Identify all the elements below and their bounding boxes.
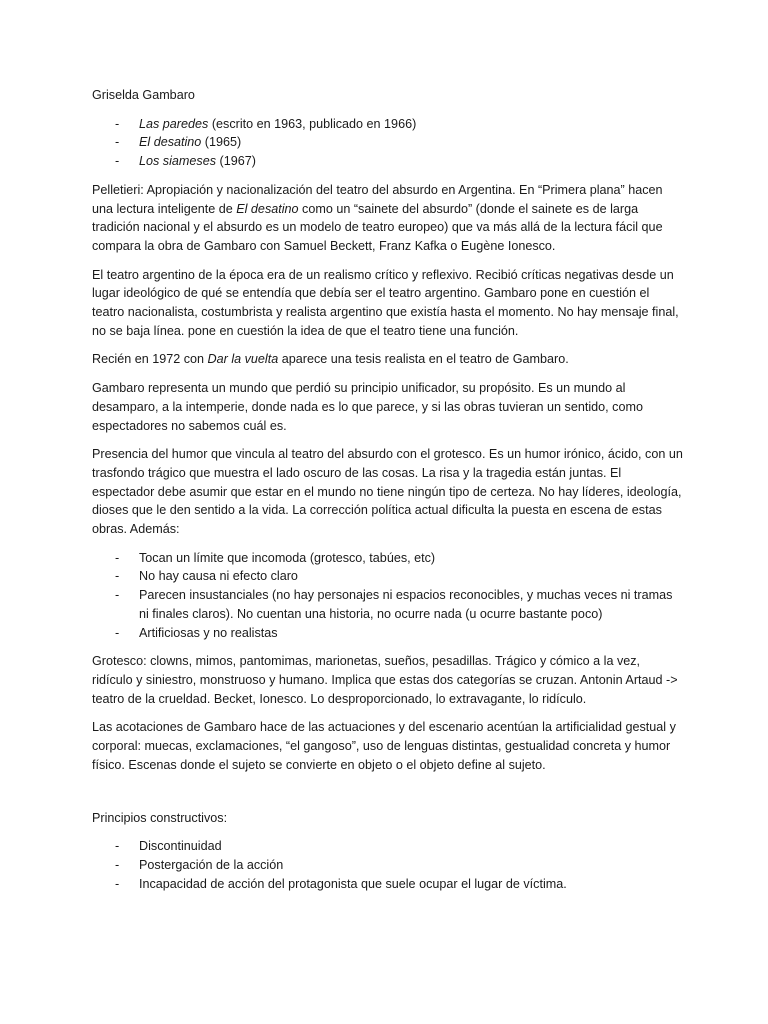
work-title: Dar la vuelta <box>207 352 279 367</box>
dash-bullet: - <box>115 857 120 872</box>
dash-bullet: - <box>115 839 120 854</box>
list-item <box>92 133 684 152</box>
paragraph-acotaciones: Las acotaciones de Gambaro hace de las actuaciones y del escenario acentúan la artificialidad gestual y corporal: muecas, exclamaciones, “el gangoso”, uso de lenguas distintas, gestualidad concreta y humor físico. Escenas donde el sujeto se convierte en objeto o el objeto define al sujeto. <box>92 720 676 772</box>
dash-bullet: - <box>115 569 120 584</box>
list-item-text: No hay causa ni efecto claro <box>139 569 298 584</box>
list-item-text: Discontinuidad <box>139 839 222 854</box>
list-item <box>92 586 684 623</box>
list-item <box>92 875 684 894</box>
work-title: El desatino <box>139 135 202 150</box>
work-detail: (1965) <box>201 135 242 150</box>
paragraph-grotesco: Grotesco: clowns, mimos, pantomimas, marionetas, sueños, pesadillas. Trágico y cómico a la vez, ridículo y siniestro, monstruoso y humano. Implica que estas dos categorías se cruzan. Antonin Artaud -> teatro de la crueldad. Becket, Ionesco. Lo desproporcionado, lo extravagante, lo ridículo. <box>92 654 678 706</box>
list-item <box>92 837 684 856</box>
section-heading-principios: Principios constructivos: <box>92 810 228 825</box>
list-item <box>92 856 684 875</box>
blank-line <box>92 785 684 809</box>
paragraph-humor: Presencia del humor que vincula al teatro del absurdo con el grotesco. Es un humor irónico, ácido, con un trasfondo trágico que muestra el lado oscuro de las cosas. La risa y la tragedia están juntas. El espectador debe asumir que estar en el mundo no tiene ningún tipo de certeza. No hay líderes, ideología, dioses que le den sentido a la vida. La corrección política actual dificulta la puesta en escena de estas obras. Además: <box>92 447 683 537</box>
paragraph-mundo: Gambaro representa un mundo que perdió su principio unificador, su propósito. Es un mundo al desamparo, a la intemperie, donde nada es lo que parece, y si las obras tuvieran un sentido, como espectadores no sabemos cuál es. <box>92 381 643 433</box>
works-list <box>92 115 684 171</box>
paragraph-dar-la-vuelta <box>92 350 684 369</box>
paragraph-pelletieri <box>92 181 684 256</box>
dash-bullet: - <box>115 550 120 565</box>
list-item-text: Tocan un límite que incomoda (grotesco, tabúes, etc) <box>139 550 436 565</box>
paragraph-text: como un “sainete del absurdo” (donde el sainete es de larga tradición nacional y el absurdo es un modelo de teatro europeo) que va más allá de la lectura fácil que compara la obra de Gambaro con Samuel Beckett, Franz Kafka o Eugène Ionesco. <box>92 201 663 253</box>
paragraph-text: aparece una tesis realista en el teatro de Gambaro. <box>278 352 569 367</box>
list-item-text: Artificiosas y no realistas <box>139 625 278 640</box>
dash-bullet: - <box>115 116 120 131</box>
work-title: Los siameses <box>139 154 216 169</box>
list-item-text: Parecen insustanciales (no hay personajes ni espacios reconocibles, y muchas veces ni tramas ni finales claros). No cuentan una historia, no ocurre nada (u ocurre bastante poco) <box>139 588 673 621</box>
dash-bullet: - <box>115 588 120 603</box>
list-item <box>92 115 684 134</box>
paragraph-text: Pelletieri: Apropiación y nacionalización del teatro del absurdo en Argentina. En “Primera plana” hacen una lectura inteligente de <box>92 182 663 216</box>
list-item <box>92 624 684 643</box>
list-item <box>92 567 684 586</box>
work-detail: (escrito en 1963, publicado en 1966) <box>208 116 417 131</box>
principles-list <box>92 837 684 893</box>
paragraph-teatro-argentino: El teatro argentino de la época era de un realismo crítico y reflexivo. Recibió críticas negativas desde un lugar ideológico de qué se entendía que debía ser el teatro argentino. Gambaro pone en cuestión el teatro nacionalista, costumbrista y realista argentino que existía hasta el momento. No hay mensaje final, no se baja línea. pone en cuestión la idea de que el teatro tiene una función. <box>92 267 679 338</box>
list-item <box>92 549 684 568</box>
paragraph-text: Recién en 1972 con <box>92 352 208 367</box>
work-title: El desatino <box>236 201 299 216</box>
document-title: Griselda Gambaro <box>92 88 195 102</box>
document-body <box>92 86 684 903</box>
dash-bullet: - <box>115 876 120 891</box>
list-item-text: Incapacidad de acción del protagonista que suele ocupar el lugar de víctima. <box>139 876 567 891</box>
list-item-text: Postergación de la acción <box>139 857 284 872</box>
dash-bullet: - <box>115 154 120 169</box>
dash-bullet: - <box>115 135 120 150</box>
work-title: Las paredes <box>139 116 209 131</box>
dash-bullet: - <box>115 625 120 640</box>
list-item <box>92 152 684 171</box>
features-list <box>92 549 684 643</box>
work-detail: (1967) <box>216 154 256 169</box>
